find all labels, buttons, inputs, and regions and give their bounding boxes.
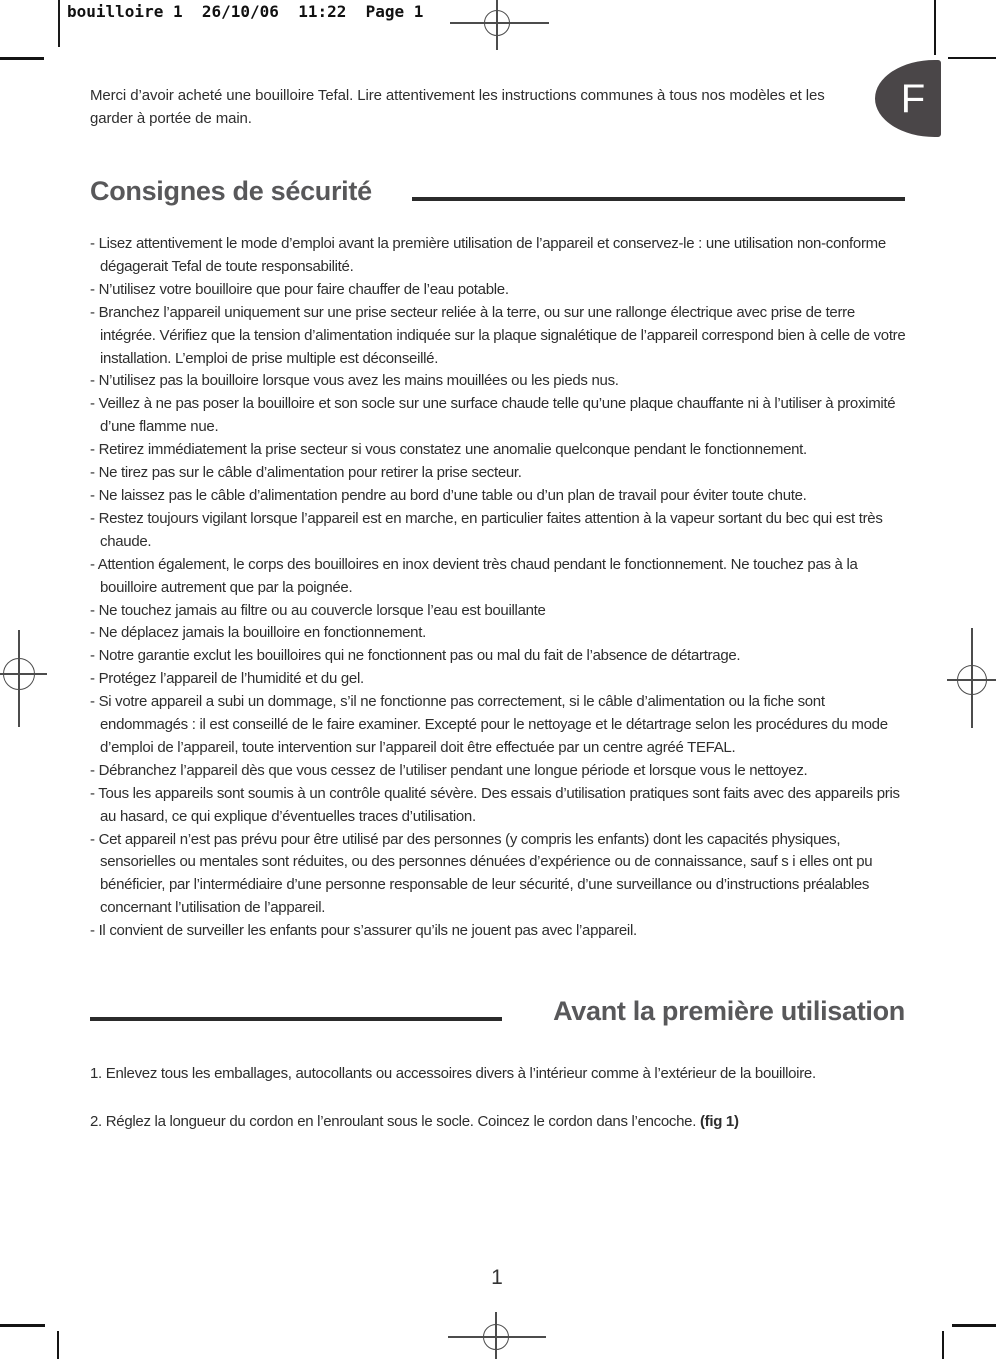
language-tab: [875, 60, 941, 137]
before-first-use-title: Avant la première utilisation: [553, 996, 905, 1026]
language-tab-label: F: [900, 76, 926, 121]
before-first-use-steps: [90, 1062, 908, 1158]
security-section-title: Consignes de sécurité: [90, 176, 372, 206]
slug-left-rule: [58, 0, 60, 47]
crop-mark-bottom-left-h: [0, 1324, 45, 1327]
security-list: [90, 233, 908, 943]
print-slug-text: bouilloire 1 26/10/06 11:22 Page 1: [67, 2, 424, 21]
security-list-item: - Cet appareil n’est pas prévu pour être utilisé par des personnes (y compris les enfants) dont les capacités physiques, sensorielles ou mentales sont réduites, ou des personnes dénuées d’expérience ou de connaissance, sauf s i elles ont pu bénéficier, par l’intermédiaire d’une personne responsable de leur sécurité, d’une surveillance ou d’instructions préalables concernant l’utilisation de l’appareil.: [90, 830, 873, 917]
crop-mark-bottom-right-h: [952, 1324, 996, 1327]
security-list-item: - Protégez l’appareil de l’humidité et du gel.: [90, 670, 364, 688]
security-list-item: - Restez toujours vigilant lorsque l’appareil est en marche, en particulier faites attention à la vapeur sortant du bec qui est très chaude.: [90, 509, 883, 550]
crop-mark-bottom-left-v: [57, 1331, 59, 1359]
security-list-item: - Notre garantie exclut les bouilloires qui ne fonctionnent pas ou mal du fait de l’absence de détartrage.: [90, 647, 741, 665]
security-list-item: - Branchez l’appareil uniquement sur une prise secteur reliée à la terre, ou sur une rallonge électrique avec prise de terre intégrée. Vérifiez que la tension d’alimentation indiquée sur la plaque signalétique de l’appareil correspond bien à celle de votre installation. L’emploi de prise multiple est déconseillé.: [90, 303, 906, 367]
security-list-item: - Si votre appareil a subi un dommage, s’il ne fonctionne pas correctement, si le câble d’alimentation ou la fiche sont endommagés : il est conseillé de le faire examiner. Excepté pour le nettoyage et le détartrage selon les procédures du mode d’emploi de l’appareil, toute intervention sur l’appareil doit être effectuée par un centre agréé TEFAL.: [90, 693, 888, 756]
security-list-item: - Lisez attentivement le mode d’emploi avant la première utilisation de l’appareil et conservez-le : une utilisation non-conforme dégagerait Tefal de toute responsabilité.: [90, 235, 886, 275]
crop-mark-top-left: [0, 57, 44, 60]
security-title-rule: [412, 197, 905, 201]
security-list-item: - Débranchez l’appareil dès que vous cessez de l’utiliser pendant une longue période et lorsque vous le nettoyez.: [90, 761, 808, 779]
before-first-use-title-rule: [90, 1017, 502, 1021]
security-list-item: - Ne touchez jamais au filtre ou au couvercle lorsque l’eau est bouillante: [90, 601, 546, 619]
page-number: 1: [491, 1266, 503, 1289]
security-list-item: - Veillez à ne pas poser la bouilloire et son socle sur une surface chaude telle qu’une plaque chauffante ni à l’utiliser à proximité d’une flamme nue.: [90, 395, 896, 436]
crop-mark-bottom-right-v: [942, 1331, 944, 1359]
security-list-item: - N’utilisez pas la bouilloire lorsque vous avez les mains mouillées ou les pieds nus.: [90, 372, 619, 390]
crop-mark-top-right-v: [934, 0, 936, 55]
security-list-item: - Retirez immédiatement la prise secteur si vous constatez une anomalie quelconque pendant le fonctionnement.: [90, 441, 807, 459]
security-list-item: - Ne tirez pas sur le câble d’alimentation pour retirer la prise secteur.: [90, 464, 522, 482]
security-list-item: - Il convient de surveiller les enfants pour s’assurer qu’ils ne jouent pas avec l’appareil.: [90, 922, 637, 940]
security-list-item: - Ne laissez pas le câble d’alimentation pendre au bord d’une table ou d’un plan de travail pour éviter toute chute.: [90, 486, 807, 504]
security-list-item: - Attention également, le corps des bouilloires en inox devient très chaud pendant le fonctionnement. Ne touchez pas à la bouilloire autrement que par la poignée.: [90, 555, 858, 596]
intro-paragraph: Merci d’avoir acheté une bouilloire Tefal. Lire attentivement les instructions communes à tous nos modèles et les garder à portée de main.: [90, 87, 825, 127]
security-list-item: - N’utilisez votre bouilloire que pour faire chauffer de l’eau potable.: [90, 280, 509, 298]
security-list-item: - Ne déplacez jamais la bouilloire en fonctionnement.: [90, 624, 426, 642]
security-list-item: - Tous les appareils sont soumis à un contrôle qualité sévère. Des essais d’utilisation pratiques sont faits avec des appareils pris au hasard, ce qui explique d’éventuelles traces d’utilisation.: [90, 784, 900, 825]
figure-reference: (fig 1): [699, 1113, 739, 1130]
before-first-use-step: 2. Réglez la longueur du cordon en l’enroulant sous le socle. Coincez le cordon dans l’encoche. (fig 1): [90, 1113, 739, 1130]
crop-mark-top-right-h: [948, 57, 996, 59]
before-first-use-step: 1. Enlevez tous les emballages, autocollants ou accessoires divers à l’intérieur comme à l’extérieur de la bouilloire.: [90, 1065, 816, 1082]
